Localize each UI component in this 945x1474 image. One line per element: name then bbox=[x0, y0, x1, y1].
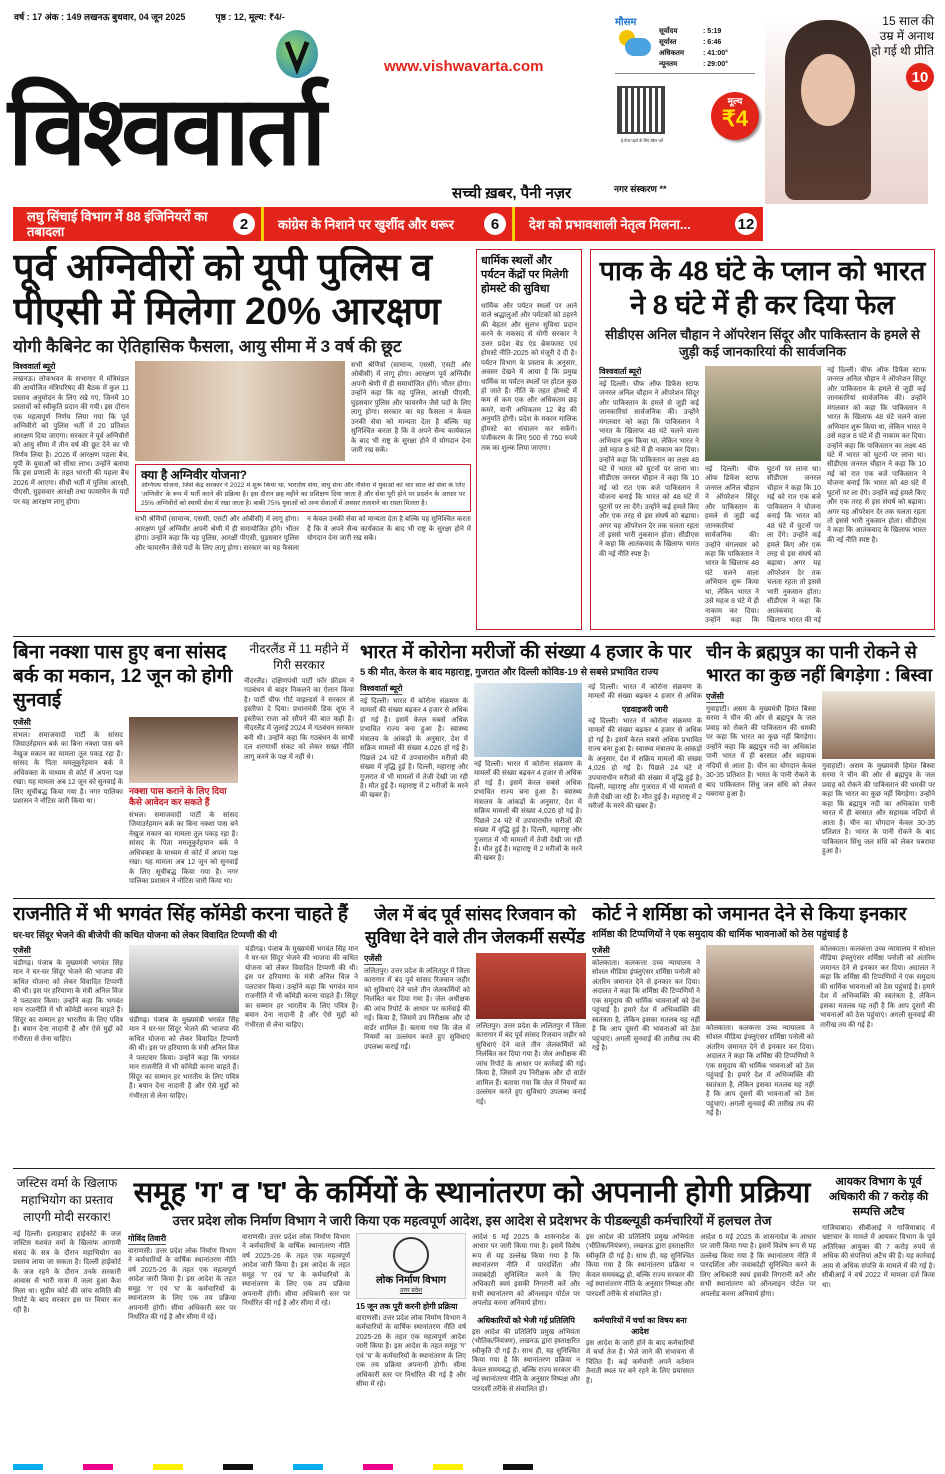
transfer-body-2: वाराणसी। उत्तर प्रदेश लोक निर्माण विभाग ने कर्मचारियों के वार्षिक स्थानांतरण नीति वर्ष 2025-26 के तहत एक महत्वपूर्ण आदेश जारी किया है। इस आदेश के तहत समूह 'ग' एवं 'घ' के कर्मचारियों के स्थानांतरण के लिए एक तय प्रक्रिया अपनानी होगी। सीमा अधिकारी स्तर पर निर्धारित की गई है और सीमा में रहे। bbox=[242, 1234, 350, 1308]
bhagwant-headline[interactable]: राजनीति में भी भगवंत सिंह कॉमेडी करना चाहते हैं bbox=[13, 904, 348, 925]
bhagwant-body: चंडीगढ़। पंजाब के मुख्यमंत्री भगवंत सिंह मान ने घर-घर सिंदूर भेजने की भाजपा की कथित योजना को लेकर विवादित टिप्पणी की थी। इस पर हरियाणा के मंत्री अनिल विज ने पलटवार किया। उन्होंने कहा कि भगवंत मान राजनीति में भी कॉमेडी करना चाहते हैं। सिंदूर का सम्मान हर भारतीय के लिए पवित्र है। बयान देना नादानी है और ऐसे मुद्दों को गंभीरता से लेना चाहिए। bbox=[13, 960, 123, 1043]
rizwan-headline[interactable]: जेल में बंद पूर्व सांसद रिजवान को सुविधा देने वाले तीन जेलकर्मी सस्पेंड bbox=[365, 905, 585, 947]
up-emblem-icon bbox=[393, 1237, 429, 1273]
sharmistha-photo bbox=[706, 945, 814, 1021]
bhagwant-subhead: घर-घर सिंदूर भेजने की बीजेपी की कथित योजना को लेकर विवादित टिप्पणी की थी bbox=[13, 930, 277, 940]
divider bbox=[13, 636, 935, 637]
homestay-headline[interactable]: धार्मिक स्थलों और पर्यटन केंद्रों पर मिलेगी होमस्टे की सुविधा bbox=[481, 255, 569, 295]
varma-headline[interactable]: जस्टिस वर्मा के खिलाफ महाभियोग का प्रस्ताव लाएगी मोदी सरकार! bbox=[16, 1176, 118, 1224]
website-link[interactable]: www.vishwavarta.com bbox=[384, 58, 544, 75]
transfer-article bbox=[128, 1175, 816, 1460]
strip-item[interactable] bbox=[264, 207, 515, 241]
max-temp-value: : 41:00° bbox=[703, 50, 728, 57]
sharmistha-body-continued: कोलकाता। कलकत्ता उच्च न्यायालय ने सोशल मीडिया इंफ्लुएंसर शर्मिष्ठा पनोली को अंतरिम जमानत देने से इनकार कर दिया। अदालत ने कहा कि शर्मिष्ठा की टिप्पणियों ने एक समुदाय की धार्मिक भावनाओं को ठेस पहुंचाई है। हमारे देश में अभिव्यक्ति की स्वतंत्रता है, लेकिन इसका मतलब यह नहीं है कि आप दूसरों की भावनाओं को ठेस पहुंचाएं। अगली सुनवाई की तारीख तय की गई है। bbox=[706, 1025, 814, 1117]
pwd-logo bbox=[356, 1233, 466, 1299]
teaser-block bbox=[868, 14, 934, 91]
pak-headline[interactable]: पाक के 48 घंटे के प्लान को भारत ने 8 घंटे में ही कर दिया फेल bbox=[599, 256, 926, 320]
himanta-photo bbox=[822, 691, 935, 759]
strip-item[interactable] bbox=[13, 207, 264, 241]
lead-body: लखनऊ। लोकभवन के सभागार में मंत्रिमंडल की आयोजित मंत्रिपरिषद की बैठक में कुल 11 प्रस्ताव अनुमोदन के लिए रखे गए, जिनमें 10 प्रस्तावों को स्वीकृति प्रदान की गयी। इस दौरान एक महत्वपूर्ण निर्णय लिया गया कि पूर्व अग्निवीरों को पुलिस भर्ती में 20 प्रतिशत आरक्षण दिया जाएगा। सरकार ने पूर्व अग्निवीरों को आयु सीमा में तीन वर्ष की छूट देने का भी निर्णय लिया है। 2026 में आरक्षण पहला बैच, यूपी के युवाओं को सीधा लाभ। उन्होंने बताया कि इस प्रणाली के तहत भारती की पहला बैच 2026 में आएगा। सीधी भर्ती में पुलिस आरक्षी, पीएसी, घुड़सवार आरक्षी तथा फायरमैन के पदों पर यह आरक्षण लागू होगा। bbox=[13, 376, 129, 506]
corona-body-right2: नई दिल्ली। भारत में कोरोना संक्रमण के मामलों की संख्या बढ़कर 4 हजार से अधिक हो गई है। इसमें केरल सबसे अधिक प्रभावित राज्य बना हुआ है। स्वास्थ्य मंत्रालय के आंकड़ों के अनुसार, देश में सक्रिय मामलों की संख्या 4,026 हो गई है। पिछले 24 घंटे में उपचाराधीन मरीजों की संख्या में वृद्धि हुई है। दिल्ली, महाराष्ट्र और गुजरात में भी मामलों में तेजी देखी जा रही है। मौत हुई है। महाराष्ट्र में 2 मरीजों के मरने की खबर है। bbox=[588, 718, 702, 810]
transfer-subhead: उत्तर प्रदेश लोक निर्माण विभाग ने जारी किया एक महत्वपूर्ण आदेश, इस आदेश से प्रदेशभर के पीडब्ल्यूडी कर्मचारियों में हलचल तेज bbox=[172, 1213, 772, 1228]
corona-body-continued: नई दिल्ली। भारत में कोरोना संक्रमण के मामलों की संख्या बढ़कर 4 हजार से अधिक हो गई है। इसमें केरल सबसे अधिक प्रभावित राज्य बना हुआ है। स्वास्थ्य मंत्रालय के आंकड़ों के अनुसार, देश में सक्रिय मामलों की संख्या 4,026 हो गई है। पिछले 24 घंटे में उपचाराधीन मरीजों की संख्या में वृद्धि हुई है। दिल्ली, महाराष्ट्र और गुजरात में भी मामलों में तेजी देखी जा रही है। मौत हुई है। महाराष्ट्र में 2 मरीजों के मरने की खबर है। bbox=[474, 761, 582, 863]
agniveer-infobox bbox=[135, 464, 471, 512]
bhagwant-body-continued: चंडीगढ़। पंजाब के मुख्यमंत्री भगवंत सिंह मान ने घर-घर सिंदूर भेजने की भाजपा की कथित योजना को लेकर विवादित टिप्पणी की थी। इस पर हरियाणा के मंत्री अनिल विज ने पलटवार किया। उन्होंने कहा कि भगवंत मान राजनीति में भी कॉमेडी करना चाहते हैं। सिंदूर का सम्मान हर भारतीय के लिए पवित्र है। बयान देना नादानी है और ऐसे मुद्दों को गंभीरता से लेना चाहिए। bbox=[129, 1017, 239, 1100]
teaser-page-badge: 10 bbox=[906, 63, 934, 91]
logo-globe-icon bbox=[276, 30, 318, 78]
transfer-section-heading: कर्मचारियों में चर्चा का विषय बना आदेश bbox=[593, 1316, 687, 1336]
lead-article bbox=[13, 246, 471, 632]
pak-body-continued: नई दिल्ली। चीफ ऑफ डिफेंस स्टाफ जनरल अनिल चौहान ने ऑपरेशन सिंदूर और पाकिस्तान के हमले से जुड़ी कई जानकारियां सार्वजनिक की। उन्होंने मंगलवार को कहा कि पाकिस्तान ने भारत के खिलाफ 48 घंटे चलने वाला अभियान शुरू किया था, लेकिन भारत ने उसे महज 8 घंटे में ही नाकाम कर दिया। उन्होंने कहा कि घुटनों पर लाना था। सीडीएस जनरल चौहान ने कहा कि 10 मई को रात एक बजे पाकिस्तान ने योजना बनाई कि भारत को 48 घंटे में घुटनों पर ला देंगे। उन्होंने कई हमले किए और एक तरह से इस संघर्ष को बढ़ाया। अगर यह ऑपरेशन देर तक चलता रहता तो इससे भारी नुकसान होता। सीडीएस ने कहा कि आतंकवाद के खिलाफ भारत की नई bbox=[705, 466, 821, 624]
min-temp-value: : 29:00° bbox=[703, 61, 728, 68]
weather-box bbox=[615, 14, 755, 74]
bhagwant-article bbox=[13, 903, 358, 1161]
china-body-continued: गुवाहाटी। असम के मुख्यमंत्री हिमंत बिस्वा सरमा ने चीन की ओर से ब्रह्मपुत्र के जल प्रवाह को रोकने की पाकिस्तान की धमकी पर कहा कि भारत का कुछ नहीं बिगड़ेगा। उन्होंने कहा कि ब्रह्मपुत्र नदी का अधिकांश पानी भारत में ही बरसात और सहायक नदियों से आता है। चीन का योगदान केवल 30-35 प्रतिशत है। भारत के पानी रोकने के बाद पाकिस्तान सिंधु जल संधि को लेकर घबराया हुआ है। bbox=[822, 763, 935, 855]
edition-mark: ** bbox=[659, 184, 667, 194]
transfer-body-4: आदेश 6 मई 2025 के शासनादेश के आधार पर जारी किया गया है। इसमें विशेष रूप से यह उल्लेख किया गया है कि स्थानांतरण नीति में पारदर्शिता और जवाबदेही सुनिश्चित करने के लिए अधिकारी स्वयं इसकी निगरानी करें और सभी स्थानांतरण को ऑनलाइन पोर्टल पर अपलोड करना अनिवार्य होगा। bbox=[472, 1234, 580, 1308]
strip-page-number: 6 bbox=[484, 213, 506, 235]
weather-title: मौसम bbox=[615, 17, 637, 28]
homestay-box bbox=[476, 249, 582, 630]
byline: विश्ववार्ता ब्यूरो bbox=[599, 367, 642, 376]
strip-text: लघु सिंचाई विभाग में 88 इंजिनियरों का तबादला bbox=[27, 209, 208, 239]
transfer-body-5: इस आदेश की प्रतिलिपि प्रमुख अभियंता (भौतिक/नियंत्रण), लखनऊ द्वारा हस्ताक्षरित स्वीकृति दी गई है। साथ ही, यह सुनिश्चित किया गया है कि स्थानांतरण प्रक्रिया न केवल समयबद्ध हो, बल्कि राज्य सरकार की नई स्थानांतरण नीति के अनुसार निष्पक्ष और पारदर्शी तरीके से संचालित हो। bbox=[472, 1329, 580, 1393]
price-badge bbox=[711, 92, 759, 140]
price-label: मूल्य bbox=[727, 96, 743, 106]
sharmistha-subhead: शर्मिष्ठा की टिप्पणियों ने एक समुदाय की धार्मिक भावनाओं को ठेस पहुंचाई है bbox=[592, 929, 848, 940]
print-registration-marks bbox=[13, 1464, 935, 1470]
china-article bbox=[706, 641, 935, 891]
qr-code[interactable] bbox=[617, 86, 665, 134]
byline: एजेंसी bbox=[592, 946, 610, 955]
netherlands-article bbox=[244, 641, 354, 891]
burq-headline[interactable]: बिना नक्शा पास हुए बना सांसद बर्क का मकान, 12 जून को होगी सुनवाई bbox=[13, 642, 233, 711]
infobox-body: अग्निपथ योजना, जिसे केंद्र सरकार ने 2022 में शुरू किया था, भारतीय सेना, वायु सेना और नौसेना में युवाओं को चार साल की सेवा के लिए 'अग्निवीर' के रूप में भर्ती करने की प्रक्रिया है। इस दौरान छह महीने का प्रशिक्षण दिया जाता है और सेवा पूरी होने पर प्रदर्शन के आधार पर 25% अग्निवीरों को स्थायी सेवा में रखा जाता है। बाकी 75% युवाओं को अन्य सेवाओं में अवसर तलाशने का रास्ता मिलता है। bbox=[141, 482, 465, 507]
sunset-label: सूर्यास्त bbox=[659, 39, 677, 46]
pak-article bbox=[590, 249, 935, 630]
burq-pullquote: नक्शा पास कराने के लिए दिया कैसे आवेदन कर सकते हैं bbox=[129, 786, 227, 807]
lead-body-continued: सभी श्रेणियों (सामान्य, एससी, एसटी और ओबीसी) में लागू होगा। आरक्षण पूर्व अग्निवीर अपनी श्रेणी में ही समायोजित होंगे। भीतर होगा। उन्होंने कहा कि यह पुलिस, आरक्षी पीएसी, घुड़सवार पुलिस और फायरमैन जैसे पदों के लिए लागू होगा। सरकार का यह फैसला न केवल उनकी सेवा को मान्यता देता है बल्कि यह सुनिश्चित करता है कि वे अपने सैन्य कार्यकाल के बाद भी राष्ट्र के सुरक्षा होने में योगदान देना जारी रख सकें। bbox=[351, 362, 471, 454]
teaser-text[interactable]: 15 साल की उम्र में अनाथ हो गई थी प्रीति bbox=[871, 14, 934, 58]
rizwan-body: ललितपुर। उत्तर प्रदेश के ललितपुर में जिला कारागार में बंद पूर्व सांसद रिजवान जहीर को सुविधाएं देने वाले तीन जेलकर्मियों को निलंबित कर दिया गया है। जेल अधीक्षक की जांच रिपोर्ट के आधार पर कार्रवाई की गई। किया है, जिसमें उप निरीक्षक और दो वार्डर शामिल हैं। बताया गया कि जेल में नियमों का उल्लंघन करते हुए सुविधाएं उपलब्ध कराई गईं। bbox=[364, 968, 470, 1051]
sunset-value: : 6:46 bbox=[703, 39, 722, 46]
burq-body-continued: संभल। समाजवादी पार्टी के सांसद जियाउर्रहमान बर्क का बिना नक्शा पास बने नेखुज मकान का मामला तूल पकड़ रहा है। सांसद के पिता ममलूकुर्रहमान बर्क ने अधिवक्ता के माध्यम से कोर्ट में अपना पक्ष रखा। यह मामला अब 12 जून को सुनवाई के लिए सूचीबद्ध किया गया है। नगर पालिका प्रशासन ने नोटिस जारी किया था। bbox=[129, 812, 238, 886]
sharmistha-article bbox=[592, 903, 935, 1161]
issue-info: वर्ष : 17 अंक : 149 लखनऊ बुधवार, 04 जून 2025 bbox=[14, 12, 186, 22]
transfer-body-7: इस आदेश के जारी होने के बाद कर्मचारियों में चर्चा तेज है। भेजे जाने की संभावना से चिंतित हैं। कई कर्मचारी अपने वर्तमान तैनाती स्थल पर बने रहने के लिए प्रयासरत हैं। bbox=[586, 1340, 694, 1385]
price-value: ₹4 bbox=[721, 106, 749, 131]
transfer-section-heading: अधिकारियों को भेजी गई प्रतिलिपि bbox=[477, 1316, 575, 1325]
strip-item[interactable] bbox=[515, 207, 763, 241]
byline: गोविंद तिवारी bbox=[128, 1234, 167, 1243]
transfer-body-8: आदेश 6 मई 2025 के शासनादेश के आधार पर जारी किया गया है। इसमें विशेष रूप से यह उल्लेख किया गया है कि स्थानांतरण नीति में पारदर्शिता और जवाबदेही सुनिश्चित करने के लिए अधिकारी स्वयं इसकी निगरानी करें और सभी स्थानांतरण को ऑनलाइन पोर्टल पर अपलोड करना अनिवार्य होगा। bbox=[700, 1234, 816, 1298]
pwd-logo-subtitle: उत्तर प्रदेश bbox=[399, 1288, 423, 1294]
pwd-logo-title: लोक निर्माण विभाग bbox=[376, 1275, 446, 1286]
varma-body: नई दिल्ली। इलाहाबाद हाईकोर्ट के जज जस्टिस यशवंत वर्मा के खिलाफ आगामी संसद के सत्र के दौरान महाभियोग का प्रस्ताव लाया जा सकता है। दिल्ली हाईकोर्ट के जज रहने के दौरान उनके सरकारी आवास से भारी मात्रा में जला हुआ कैश मिला था। सुप्रीम कोर्ट की जांच समिति की रिपोर्ट के बाद सरकार इस पर विचार कर रही है। bbox=[13, 1231, 121, 1314]
bhagwant-body-right: चंडीगढ़। पंजाब के मुख्यमंत्री भगवंत सिंह मान ने घर-घर सिंदूर भेजने की भाजपा की कथित योजना को लेकर विवादित टिप्पणी की थी। इस पर हरियाणा के मंत्री अनिल विज ने पलटवार किया। उन्होंने कहा कि भगवंत मान राजनीति में भी कॉमेडी करना चाहते हैं। सिंदूर का सम्मान हर भारतीय के लिए पवित्र है। बयान देना नादानी है और ऐसे मुद्दों को गंभीरता से लेना चाहिए। bbox=[245, 946, 358, 1029]
lead-body-bottom: सभी श्रेणियों (सामान्य, एससी, एसटी और ओबीसी) में लागू होगा। आरक्षण पूर्व अग्निवीर अपनी श्रेणी में ही समायोजित होंगे। भीतर होगा। उन्होंने कहा कि यह पुलिस, आरक्षी पीएसी, घुड़सवार पुलिस और फायरमैन जैसे पदों के लिए लागू होगा। सरकार का यह फैसला न केवल उनकी सेवा को मान्यता देता है बल्कि यह सुनिश्चित करता है कि वे अपने सैन्य कार्यकाल के बाद भी राष्ट्र के सुरक्षा होने में योगदान देना जारी रख सकें। bbox=[135, 516, 471, 552]
top-meta-row bbox=[14, 10, 285, 23]
sunrise-label: सूर्योदय bbox=[659, 28, 678, 35]
lead-photo bbox=[135, 361, 345, 461]
edition-text: नगर संस्करण bbox=[614, 184, 657, 194]
strip-text: कांग्रेस के निशाने पर खुर्शीद और थरूर bbox=[278, 216, 454, 232]
transfer-body: वाराणसी। उत्तर प्रदेश लोक निर्माण विभाग ने कर्मचारियों के वार्षिक स्थानांतरण नीति वर्ष 2025-26 के तहत एक महत्वपूर्ण आदेश जारी किया है। इस आदेश के तहत समूह 'ग' एवं 'घ' के कर्मचारियों के स्थानांतरण के लिए एक तय प्रक्रिया अपनानी होगी। सीमा अधिकारी स्तर पर निर्धारित की गई है और सीमा में रहे। bbox=[128, 1248, 236, 1322]
weather-rows bbox=[659, 26, 728, 70]
transfer-body-3: वाराणसी। उत्तर प्रदेश लोक निर्माण विभाग ने कर्मचारियों के वार्षिक स्थानांतरण नीति वर्ष 2025-26 के तहत एक महत्वपूर्ण आदेश जारी किया है। इस आदेश के तहत समूह 'ग' एवं 'घ' के कर्मचारियों के स्थानांतरण के लिए एक तय प्रक्रिया अपनानी होगी। सीमा अधिकारी स्तर पर निर्धारित की गई है और सीमा में रहे। bbox=[356, 1315, 466, 1389]
incometax-article bbox=[822, 1175, 935, 1460]
lead-headline[interactable]: पूर्व अग्निवीरों को यूपी पुलिस व पीएसी में मिलेगा 20% आरक्षण bbox=[13, 247, 441, 333]
sunrise-value: : 5:19 bbox=[703, 28, 722, 35]
masthead: विश्ववार्ता bbox=[8, 78, 324, 185]
china-headline[interactable]: चीन के ब्रह्मपुत्र का पानी रोकने से भारत का कुछ नहीं बिगड़ेगा : बिस्वा bbox=[706, 642, 933, 685]
sharmistha-headline[interactable]: कोर्ट ने शर्मिष्ठा को जमानत देने से किया इनकार bbox=[592, 904, 907, 925]
incometax-headline[interactable]: आयकर विभाग के पूर्व अधिकारी की 7 करोड़ की सम्पत्ति अटैच bbox=[828, 1176, 929, 1218]
byline: विश्ववार्ता ब्यूरो bbox=[13, 362, 56, 371]
rizwan-photo bbox=[476, 953, 586, 1019]
divider bbox=[13, 1168, 935, 1169]
cloud-sun-icon bbox=[617, 30, 649, 58]
burq-body: संभल। समाजवादी पार्टी के सांसद जियाउर्रहमान बर्क का बिना नक्शा पास बने नेखुज मकान का मामला तूल पकड़ रहा है। सांसद के पिता ममलूकुर्रहमान बर्क ने अधिवक्ता के माध्यम से कोर्ट में अपना पक्ष रखा। यह मामला अब 12 जून को सुनवाई के लिए सूचीबद्ध किया गया है। नगर पालिका प्रशासन ने नोटिस जारी किया था। bbox=[13, 732, 123, 806]
divider bbox=[13, 898, 935, 899]
byline: विश्ववार्ता ब्यूरो bbox=[360, 684, 403, 693]
headline-strip bbox=[13, 207, 763, 241]
corona-article bbox=[360, 641, 702, 891]
homestay-body: धार्मिक और पर्यटन स्थलों पर आने वाले श्रद्धालुओं और पर्यटकों को ठहरने की बेहतर और सुलभ सुविधा प्रदान करने के मकसद से योगी सरकार ने उत्तर प्रदेश बेड एंड ब्रेकफास्ट एवं होमस्टे नीति-2025 को मंजूरी दे दी है। पर्यटन विभाग के प्रस्ताव के अनुसार, अवसर देखने में आया है कि प्रमुख धार्मिक या पर्यटन स्थलों पर होटल कुछ हो जाते हैं। नीति के तहत होमस्टे में कम से कम एक और अधिकतम छह कमरे, यानी अधिकतम 12 बेड की अनुमति होगी। प्रदेश के मकान मालिक होमस्टे का संचालन कर सकेंगे। पंजीकरण के लिए 500 से 750 रुपये तक का शुल्क लिया जाएगा। bbox=[481, 303, 577, 452]
burq-photo bbox=[129, 717, 238, 783]
netherlands-body: नीदरलैंड। दक्षिणपंथी पार्टी फॉर फ्रीडम ने गठबंधन से बाहर निकलने का ऐलान किया है। पार्टी चीफ गीर्ट वाइल्डर्स ने सरकार से इस्तीफा दे दिया। प्रधानमंत्री डिक शूफ ने इस्तीफा राजा को सौंपने की बात कही है। नीदरलैंड में जुलाई 2024 में गठबंधन सरकार बनी थी। उन्होंने कहा कि गठबंधन के साथी दल शरणार्थी संकट को लेकर सख्त नीति लागू करने के पक्ष में नहीं थे। bbox=[244, 678, 354, 761]
tagline: सच्ची ख़बर, पैनी नज़र bbox=[452, 185, 572, 202]
infobox-title: क्या है अग्निवीर योजना? bbox=[141, 468, 247, 482]
lead-subhead: योगी कैबिनेट का ऐतिहासिक फैसला, आयु सीमा में 3 वर्ष की छूट bbox=[13, 337, 402, 356]
pak-body-right: नई दिल्ली। चीफ ऑफ डिफेंस स्टाफ जनरल अनिल चौहान ने ऑपरेशन सिंदूर और पाकिस्तान के हमले से जुड़ी कई जानकारियां सार्वजनिक की। उन्होंने मंगलवार को कहा कि पाकिस्तान ने भारत के खिलाफ 48 घंटे चलने वाला अभियान शुरू किया था, लेकिन भारत ने उसे महज 8 घंटे में ही नाकाम कर दिया। उन्होंने कहा कि पाकिस्तान का लक्ष्य 48 घंटे में भारत को घुटनों पर लाना था। सीडीएस जनरल चौहान ने कहा कि 10 मई को रात एक बजे पाकिस्तान ने योजना बनाई कि भारत को 48 घंटे में घुटनों पर ला देंगे। उन्होंने कई हमले किए और एक तरह से इस संघर्ष को बढ़ाया। अगर यह ऑपरेशन देर तक चलता रहता तो इससे भारी नुकसान होता। सीडीएस ने कहा कि आतंकवाद के खिलाफ भारत की नई नीति स्पष्ट है। bbox=[827, 367, 926, 544]
byline: एजेंसी bbox=[706, 692, 724, 701]
byline: एजेंसी bbox=[364, 954, 382, 963]
transfer-section-heading: 15 जून तक पूरी करनी होगी प्रक्रिया bbox=[356, 1302, 458, 1311]
transfer-body-6: इस आदेश की प्रतिलिपि प्रमुख अभियंता (भौतिक/नियंत्रण), लखनऊ द्वारा हस्ताक्षरित स्वीकृति दी गई है। साथ ही, यह सुनिश्चित किया गया है कि स्थानांतरण प्रक्रिया न केवल समयबद्ध हो, बल्कि राज्य सरकार की नई स्थानांतरण नीति के अनुसार निष्पक्ष और पारदर्शी तरीके से संचालित हो। bbox=[586, 1234, 694, 1298]
page-price: पृष्ठ : 12, मूल्य: ₹4/- bbox=[215, 12, 285, 22]
corona-body-right: नई दिल्ली। भारत में कोरोना संक्रमण के मामलों की संख्या बढ़कर 4 हजार से अधिक bbox=[588, 684, 702, 701]
pak-subhead: सीडीएस अनिल चौहान ने ऑपरेशन सिंदूर और पाकिस्तान के हमले से जुड़ी कई जानकारियां की सार्वजनिक bbox=[605, 327, 920, 359]
burq-article bbox=[13, 641, 238, 891]
netherlands-headline[interactable]: नीदरलैंड में 11 महीने में गिरी सरकार bbox=[249, 642, 349, 672]
byline: एजेंसी bbox=[13, 946, 31, 955]
rizwan-body-continued: ललितपुर। उत्तर प्रदेश के ललितपुर में जिला कारागार में बंद पूर्व सांसद रिजवान जहीर को सुविधाएं देने वाले तीन जेलकर्मियों को निलंबित कर दिया गया है। जेल अधीक्षक की जांच रिपोर्ट के आधार पर कार्रवाई की गई। किया है, जिसमें उप निरीक्षक और दो वार्डर शामिल हैं। बताया गया कि जेल में नियमों का उल्लंघन करते हुए सुविधाएं उपलब्ध कराई गईं। bbox=[476, 1023, 586, 1106]
cds-photo bbox=[705, 366, 821, 461]
incometax-body: गाजियाबाद। सीबीआई ने गाजियाबाद में भ्रष्टाचार के मामले में आयकर विभाग के पूर्व अतिरिक्त आयुक्त की 7 करोड़ रुपये से अधिक की संपत्तियां अटैच की हैं। यह कार्रवाई आय से अधिक संपत्ति के मामले में की गई है। सीबीआई ने वर्ष 2022 में मामला दर्ज किया था। bbox=[822, 1225, 935, 1289]
corona-subhead: 5 की मौत, केरल के बाद महाराष्ट्र, गुजरात और दिल्ली कोविड-19 से सबसे प्रभावित राज्य bbox=[360, 667, 659, 678]
qr-caption: ई-पेपर पढ़ने के लिए स्कैन करें bbox=[620, 138, 664, 143]
strip-text: देश को प्रभावशाली नेतृत्व मिलना... bbox=[529, 216, 691, 232]
strip-page-number: 12 bbox=[735, 213, 757, 235]
corona-body: नई दिल्ली। भारत में कोरोना संक्रमण के मामलों की संख्या बढ़कर 4 हजार से अधिक हो गई है। इसमें केरल सबसे अधिक प्रभावित राज्य बना हुआ है। स्वास्थ्य मंत्रालय के आंकड़ों के अनुसार, देश में सक्रिय मामलों की संख्या 4,026 हो गई है। पिछले 24 घंटे में उपचाराधीन मरीजों की संख्या में वृद्धि हुई है। दिल्ली, महाराष्ट्र और गुजरात में भी मामलों में तेजी देखी जा रही है। मौत हुई है। महाराष्ट्र में 2 मरीजों के मरने की खबर है। bbox=[360, 698, 468, 800]
varma-article bbox=[13, 1175, 121, 1460]
edition-label bbox=[614, 182, 666, 195]
corona-photo bbox=[474, 683, 582, 757]
byline: एजेंसी bbox=[13, 718, 31, 727]
pak-body: नई दिल्ली। चीफ ऑफ डिफेंस स्टाफ जनरल अनिल चौहान ने ऑपरेशन सिंदूर और पाकिस्तान के हमले से जुड़ी कई जानकारियां सार्वजनिक की। उन्होंने मंगलवार को कहा कि पाकिस्तान ने भारत के खिलाफ 48 घंटे चलने वाला अभियान शुरू किया था, लेकिन भारत ने उसे महज 8 घंटे में ही नाकाम कर दिया। उन्होंने कहा कि पाकिस्तान का लक्ष्य 48 घंटे में भारत को घुटनों पर लाना था। सीडीएस जनरल चौहान ने कहा कि 10 मई को रात एक बजे पाकिस्तान ने योजना बनाई कि भारत को 48 घंटे में घुटनों पर ला देंगे। उन्होंने कई हमले किए और एक तरह से इस संघर्ष को बढ़ाया। अगर यह ऑपरेशन देर तक चलता रहता तो इससे भारी नुकसान होता। सीडीएस ने कहा कि आतंकवाद के खिलाफ भारत की नई नीति स्पष्ट है। bbox=[599, 381, 699, 558]
min-temp-label: न्यूनतम bbox=[659, 61, 678, 68]
corona-section-heading: एडवाइजरी जारी bbox=[621, 705, 668, 714]
max-temp-label: अधिकतम bbox=[659, 50, 685, 57]
corona-headline[interactable]: भारत में कोरोना मरीजों की संख्या 4 हजार के पार bbox=[360, 642, 692, 663]
strip-page-number: 2 bbox=[233, 213, 255, 235]
china-body: गुवाहाटी। असम के मुख्यमंत्री हिमंत बिस्वा सरमा ने चीन की ओर से ब्रह्मपुत्र के जल प्रवाह को रोकने की पाकिस्तान की धमकी पर कहा कि भारत का कुछ नहीं बिगड़ेगा। उन्होंने कहा कि ब्रह्मपुत्र नदी का अधिकांश पानी भारत में ही बरसात और सहायक नदियों से आता है। चीन का योगदान केवल 30-35 प्रतिशत है। भारत के पानी रोकने के बाद पाकिस्तान सिंधु जल संधि को लेकर घबराया हुआ है। bbox=[706, 706, 816, 798]
transfer-headline[interactable]: समूह 'ग' व 'घ' के कर्मियों के स्थानांतरण को अपनानी होगी प्रक्रिया bbox=[133, 1177, 811, 1209]
anil-vij-photo bbox=[129, 945, 239, 1013]
sharmistha-body: कोलकाता। कलकत्ता उच्च न्यायालय ने सोशल मीडिया इंफ्लुएंसर शर्मिष्ठा पनोली को अंतरिम जमानत देने से इनकार कर दिया। अदालत ने कहा कि शर्मिष्ठा की टिप्पणियों ने एक समुदाय की धार्मिक भावनाओं को ठेस पहुंचाई है। हमारे देश में अभिव्यक्ति की स्वतंत्रता है, लेकिन इसका मतलब यह नहीं है कि आप दूसरों की भावनाओं को ठेस पहुंचाएं। अगली सुनवाई की तारीख तय की गई है। bbox=[592, 960, 700, 1052]
sharmistha-body-right: कोलकाता। कलकत्ता उच्च न्यायालय ने सोशल मीडिया इंफ्लुएंसर शर्मिष्ठा पनोली को अंतरिम जमानत देने से इनकार कर दिया। अदालत ने कहा कि शर्मिष्ठा की टिप्पणियों ने एक समुदाय की धार्मिक भावनाओं को ठेस पहुंचाई है। हमारे देश में अभिव्यक्ति की स्वतंत्रता है, लेकिन इसका मतलब यह नहीं है कि आप दूसरों की भावनाओं को ठेस पहुंचाएं। अगली सुनवाई की तारीख तय की गई है। bbox=[820, 946, 935, 1029]
rizwan-article bbox=[364, 903, 586, 1161]
